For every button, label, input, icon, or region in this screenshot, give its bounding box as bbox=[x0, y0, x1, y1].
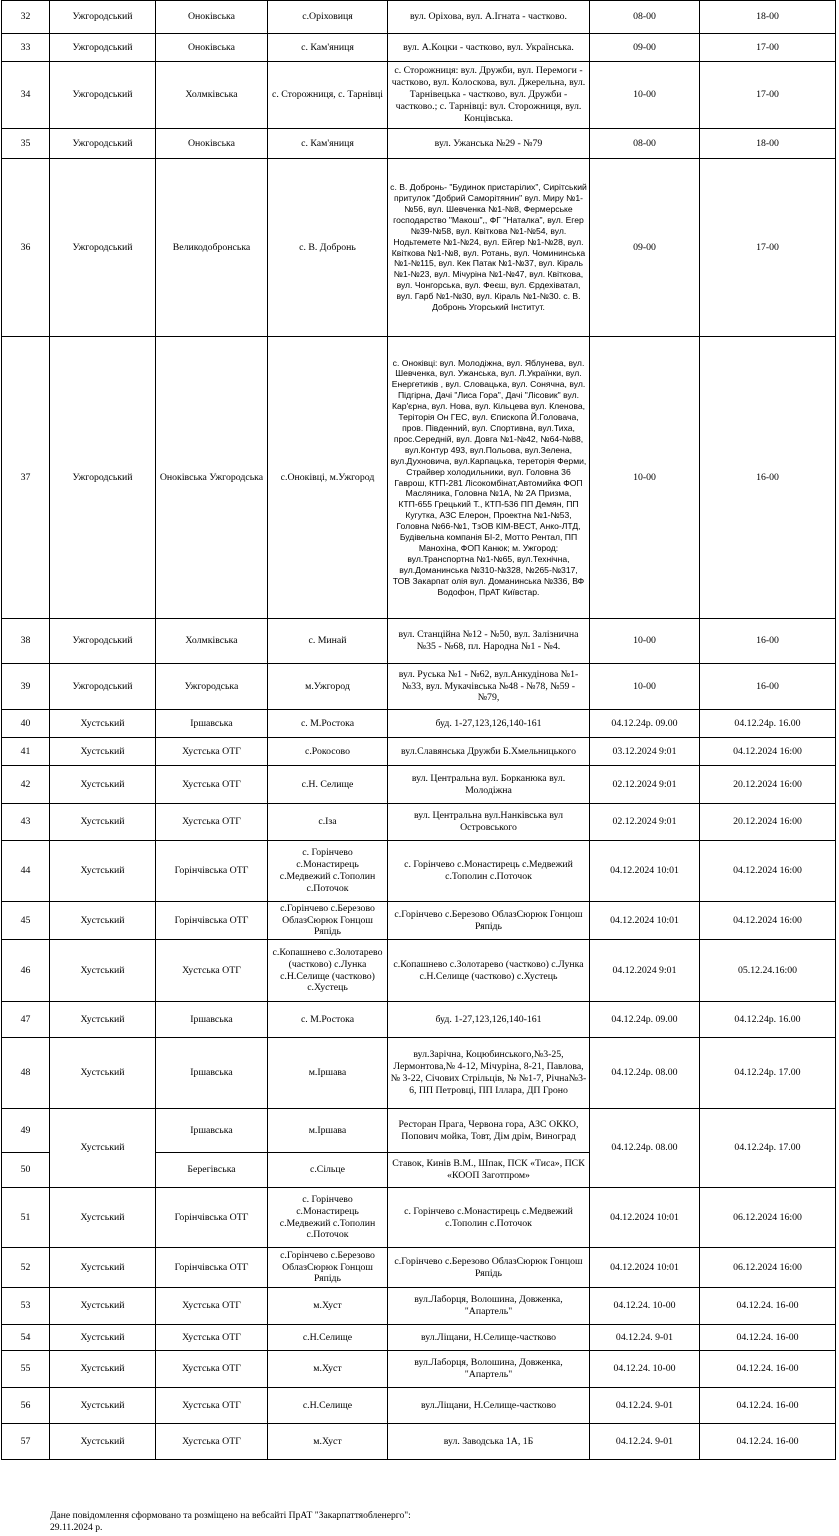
end-time-cell: 04.12.24. 16-00 bbox=[700, 1424, 836, 1460]
publication-note-text: Дане повідомлення сформовано та розміщено на вебсайті ПрАТ "Закарпаттяобленерго": bbox=[50, 1510, 411, 1521]
table-row bbox=[2, 1, 836, 34]
streets-cell: Ресторан Прага, Червона гора, АЗС ОККО, Попович мойка, Товт, Дім дрім, Виноград bbox=[388, 1109, 590, 1153]
settlement-cell: с. М.Ростока bbox=[268, 1002, 388, 1038]
table-row bbox=[2, 1109, 836, 1153]
settlement-cell: м.Хуст bbox=[268, 1351, 388, 1388]
publication-note bbox=[50, 1510, 411, 1534]
settlement-cell: с. Сторожниця, с. Тарнівці bbox=[268, 62, 388, 129]
streets-cell: с.Горінчево с.Березово ОблазСюрюк Гонцош Ряпідь bbox=[388, 1248, 590, 1288]
row-number: 39 bbox=[2, 664, 50, 710]
start-time-cell: 04.12.24. 9-01 bbox=[590, 1325, 700, 1351]
publication-date: 29.11.2024 р. bbox=[50, 1522, 103, 1533]
community-cell: Хустська ОТГ bbox=[156, 766, 268, 804]
settlement-cell: м.Іршава bbox=[268, 1109, 388, 1153]
start-time-cell: 10-00 bbox=[590, 619, 700, 664]
row-number: 49 bbox=[2, 1109, 50, 1153]
district-cell: Хустський bbox=[50, 1351, 156, 1388]
row-number: 54 bbox=[2, 1325, 50, 1351]
community-cell: Оноківська bbox=[156, 34, 268, 62]
start-time-cell: 04.12.2024 9:01 bbox=[590, 940, 700, 1002]
district-cell: Ужгородський bbox=[50, 664, 156, 710]
table-row bbox=[2, 129, 836, 159]
table-row bbox=[2, 1424, 836, 1460]
end-time-cell: 04.12.24р. 16.00 bbox=[700, 710, 836, 738]
end-time-cell: 06.12.2024 16:00 bbox=[700, 1248, 836, 1288]
end-time-cell: 16-00 bbox=[700, 664, 836, 710]
start-time-cell: 04.12.2024 10:01 bbox=[590, 1248, 700, 1288]
table-row bbox=[2, 1038, 836, 1109]
streets-cell: вул. Заводська 1А, 1Б bbox=[388, 1424, 590, 1460]
community-cell: Холмківська bbox=[156, 62, 268, 129]
community-cell: Оноківська Ужгородська bbox=[156, 337, 268, 619]
district-cell: Хустський bbox=[50, 1288, 156, 1325]
end-time-cell: 04.12.24р. 16.00 bbox=[700, 1002, 836, 1038]
settlement-cell: с. Минай bbox=[268, 619, 388, 664]
row-number: 48 bbox=[2, 1038, 50, 1109]
start-time-cell: 04.12.24р. 08.00 bbox=[590, 1038, 700, 1109]
streets-cell: вул. Руська №1 - №62, вул.Анкудінова №1-№33, вул. Мукачівська №48 - №78, №59 - №79, bbox=[388, 664, 590, 710]
end-time-cell: 17-00 bbox=[700, 159, 836, 337]
community-cell: Хустська ОТГ bbox=[156, 1325, 268, 1351]
district-cell: Хустський bbox=[50, 804, 156, 841]
row-number: 38 bbox=[2, 619, 50, 664]
start-time-cell: 02.12.2024 9:01 bbox=[590, 766, 700, 804]
community-cell: Великодобронська bbox=[156, 159, 268, 337]
community-cell: Ужгородська bbox=[156, 664, 268, 710]
community-cell: Іршавська bbox=[156, 1038, 268, 1109]
district-cell: Хустський bbox=[50, 1388, 156, 1424]
end-time-cell: 04.12.24. 16-00 bbox=[700, 1288, 836, 1325]
row-number: 36 bbox=[2, 159, 50, 337]
streets-cell: буд. 1-27,123,126,140-161 bbox=[388, 1002, 590, 1038]
table-row bbox=[2, 1188, 836, 1248]
start-time-cell: 10-00 bbox=[590, 664, 700, 710]
start-time-cell: 04.12.24р. 09.00 bbox=[590, 1002, 700, 1038]
streets-cell: вул. Ужанська №29 - №79 bbox=[388, 129, 590, 159]
streets-cell: с. Оноківці: вул. Молодіжна, вул. Яблунева, вул. Шевченка, вул. Ужанська, вул. Л.Українки, вул. Енергетиків , вул. Словацька, вул. Сонячна, вул. Підгірна, Дачі "Лиса Гора", Дачі "Лісовик" вул. Кар'єрна, вул. Нова, вул. Кільцева вул. Кленова, Теріторія Он ГЕС, вул. Єпископа Й.Головача, пров. Південний, вул. Спортивна, вул.Тиха, прос.Середній, вул. Довга №1-№42, №64-№88, вул.Контур 493, вул.Польова, вул.Зелена, вул.Духновича, вул.Карпацька, тереторія Ферми, Страйвер холодильники, вул. Головна 36 Гаврош, КТП-281 Лісокомбінат,Автомийка ФОП Масляника, Головна №1А, № 2А Призма, КТП-655 Грецький Т., КТП-536 ПП Демян, ПП Кугутка, АЗС Елерон, Проектна №1-№53, Головна №66-№1, ТзОВ КІМ-ВЕСТ, Анко-ЛТД, Будівельна компанія БІ-2, Мотто Рентал, ПП Манохіна, ФОП Канюк; м. Ужгород: вул.Транспортна №1-№65, вул.Технічна, вул.Доманинська №310-№328, №265-№317, ТОВ Закарпат олія вул. Доманинська №336, ВФ Водофон, ПрАТ Київстар. bbox=[388, 337, 590, 619]
row-number: 41 bbox=[2, 738, 50, 766]
row-number: 45 bbox=[2, 902, 50, 940]
table-row bbox=[2, 34, 836, 62]
community-cell: Хустська ОТГ bbox=[156, 1424, 268, 1460]
streets-cell: вул.Ліщани, Н.Селище-частково bbox=[388, 1388, 590, 1424]
row-number: 56 bbox=[2, 1388, 50, 1424]
row-number: 33 bbox=[2, 34, 50, 62]
start-time-cell: 08-00 bbox=[590, 1, 700, 34]
streets-cell: с. Сторожниця: вул. Дружби, вул. Перемоги - частково, вул. Колоскова, вул. Джерельна, вул. Тарнівецька - частково, вул. Дружби - частково.; с. Тарнівці: вул. Сторожниця, вул. Концівська. bbox=[388, 62, 590, 129]
table-row bbox=[2, 940, 836, 1002]
table-row bbox=[2, 738, 836, 766]
settlement-cell: с.Горінчево с.Березово ОблазСюрюк Гонцош Ряпідь bbox=[268, 1248, 388, 1288]
start-time-cell: 04.12.24р. 08.00 bbox=[590, 1109, 700, 1188]
start-time-cell: 03.12.2024 9:01 bbox=[590, 738, 700, 766]
end-time-cell: 18-00 bbox=[700, 129, 836, 159]
row-number: 47 bbox=[2, 1002, 50, 1038]
settlement-cell: с. Кам'яниця bbox=[268, 129, 388, 159]
settlement-cell: с. В. Добронь bbox=[268, 159, 388, 337]
streets-cell: вул. Оріхова, вул. А.Ігната - частково. bbox=[388, 1, 590, 34]
streets-cell: вул.Ліщани, Н.Селище-частково bbox=[388, 1325, 590, 1351]
row-number: 35 bbox=[2, 129, 50, 159]
district-cell: Ужгородський bbox=[50, 619, 156, 664]
streets-cell: вул. А.Коцки - частково, вул. Українська. bbox=[388, 34, 590, 62]
end-time-cell: 06.12.2024 16:00 bbox=[700, 1188, 836, 1248]
streets-cell: вул.Зарічна, Коцюбинського,№3-25, Лермонтова,№ 4-12, Мічуріна, 8-21, Павлова,№ 3-22, Січових Стрільців, № №1-7, Річна№3-6, ПП Петровці, ПП Іллара, ДП Гроно bbox=[388, 1038, 590, 1109]
row-number: 55 bbox=[2, 1351, 50, 1388]
table-row bbox=[2, 159, 836, 337]
district-cell: Ужгородський bbox=[50, 337, 156, 619]
end-time-cell: 04.12.24р. 17.00 bbox=[700, 1038, 836, 1109]
end-time-cell: 04.12.2024 16:00 bbox=[700, 841, 836, 902]
settlement-cell: с.Копашнево с.Золотарево (частково) с.Лунка с.Н.Селище (частково) с.Хустець bbox=[268, 940, 388, 1002]
streets-cell: с.Горінчево с.Березово ОблазСюрюк Гонцош Ряпідь bbox=[388, 902, 590, 940]
table-row bbox=[2, 1288, 836, 1325]
row-number: 34 bbox=[2, 62, 50, 129]
settlement-cell: с.Сільце bbox=[268, 1153, 388, 1188]
end-time-cell: 16-00 bbox=[700, 337, 836, 619]
end-time-cell: 05.12.24.16:00 bbox=[700, 940, 836, 1002]
row-number: 46 bbox=[2, 940, 50, 1002]
end-time-cell: 04.12.24. 16-00 bbox=[700, 1325, 836, 1351]
table-row bbox=[2, 337, 836, 619]
streets-cell: вул. Центральна вул. Борканюка вул. Молодіжна bbox=[388, 766, 590, 804]
table-row bbox=[2, 841, 836, 902]
table-row bbox=[2, 62, 836, 129]
streets-cell: с. В. Добронь- "Будинок пристарілих", Сирітський притулок "Добрий Саморітянин" вул. Миру №1-№56, вул. Шевченка №1-№8, Фермерське господарство "Макош",, ФГ "Наталка", вул. Егер №39-№58, вул. Квіткова №1-№54, вул. Нодьтемете №1-№24, вул. Ейгер №1-№28, вул. Квіткова №1-№8, вул. Ротань, вул. Чомининська №1-№115, вул. Кек Патак №1-№37, вул. Кіраль №1-№23, вул. Мічуріна №1-№47, вул. Квіткова, вул. Чонгорська, вул. Феєш, вул. Єрдехіватал, вул. Гарб №1-№30, вул. Кіраль №1-№30. с. В. Добронь Угорський Інститут. bbox=[388, 159, 590, 337]
district-cell: Хустський bbox=[50, 1325, 156, 1351]
settlement-cell: с.Оноківці, м.Ужгород bbox=[268, 337, 388, 619]
row-number: 53 bbox=[2, 1288, 50, 1325]
start-time-cell: 04.12.2024 10:01 bbox=[590, 841, 700, 902]
settlement-cell: м.Хуст bbox=[268, 1424, 388, 1460]
settlement-cell: с. Кам'яниця bbox=[268, 34, 388, 62]
community-cell: Горінчівська ОТГ bbox=[156, 841, 268, 902]
district-cell: Ужгородський bbox=[50, 129, 156, 159]
row-number: 52 bbox=[2, 1248, 50, 1288]
start-time-cell: 02.12.2024 9:01 bbox=[590, 804, 700, 841]
community-cell: Хустська ОТГ bbox=[156, 804, 268, 841]
district-cell: Хустський bbox=[50, 1002, 156, 1038]
district-cell: Хустський bbox=[50, 841, 156, 902]
settlement-cell: с.Н.Селище bbox=[268, 1325, 388, 1351]
start-time-cell: 04.12.24. 9-01 bbox=[590, 1388, 700, 1424]
district-cell: Хустський bbox=[50, 902, 156, 940]
end-time-cell: 20.12.2024 16:00 bbox=[700, 804, 836, 841]
table-row bbox=[2, 766, 836, 804]
end-time-cell: 16-00 bbox=[700, 619, 836, 664]
district-cell: Хустський bbox=[50, 1109, 156, 1188]
start-time-cell: 04.12.24. 10-00 bbox=[590, 1351, 700, 1388]
table-row bbox=[2, 1388, 836, 1424]
community-cell: Хустська ОТГ bbox=[156, 1388, 268, 1424]
streets-cell: вул. Станційна №12 - №50, вул. Залізнична №35 - №68, пл. Народна №1 - №4. bbox=[388, 619, 590, 664]
streets-cell: вул.Лаборця, Волошина, Довженка, "Апартель" bbox=[388, 1288, 590, 1325]
table-row bbox=[2, 1325, 836, 1351]
start-time-cell: 04.12.24. 10-00 bbox=[590, 1288, 700, 1325]
end-time-cell: 20.12.2024 16:00 bbox=[700, 766, 836, 804]
streets-cell: с. Горінчево с.Монастирець с.Медвежий с.Тополин с.Поточок bbox=[388, 1188, 590, 1248]
community-cell: Берегівська bbox=[156, 1153, 268, 1188]
community-cell: Хустська ОТГ bbox=[156, 1288, 268, 1325]
district-cell: Хустський bbox=[50, 1038, 156, 1109]
start-time-cell: 04.12.2024 10:01 bbox=[590, 1188, 700, 1248]
table-row bbox=[2, 664, 836, 710]
community-cell: Іршавська bbox=[156, 710, 268, 738]
district-cell: Хустський bbox=[50, 940, 156, 1002]
settlement-cell: м.Ужгород bbox=[268, 664, 388, 710]
start-time-cell: 04.12.24р. 09.00 bbox=[590, 710, 700, 738]
district-cell: Хустський bbox=[50, 1248, 156, 1288]
district-cell: Хустський bbox=[50, 710, 156, 738]
row-number: 40 bbox=[2, 710, 50, 738]
streets-cell: вул. Центральна вул.Нанківська вул Островського bbox=[388, 804, 590, 841]
streets-cell: с. Горінчево с.Монастирець с.Медвежий с.Тополин с.Поточок bbox=[388, 841, 590, 902]
end-time-cell: 17-00 bbox=[700, 62, 836, 129]
settlement-cell: с.Рокосово bbox=[268, 738, 388, 766]
community-cell: Холмківська bbox=[156, 619, 268, 664]
district-cell: Ужгородський bbox=[50, 159, 156, 337]
streets-cell: буд. 1-27,123,126,140-161 bbox=[388, 710, 590, 738]
end-time-cell: 04.12.24. 16-00 bbox=[700, 1388, 836, 1424]
district-cell: Хустський bbox=[50, 766, 156, 804]
table-row bbox=[2, 804, 836, 841]
community-cell: Горінчівська ОТГ bbox=[156, 1188, 268, 1248]
end-time-cell: 04.12.2024 16:00 bbox=[700, 738, 836, 766]
community-cell: Горінчівська ОТГ bbox=[156, 1248, 268, 1288]
start-time-cell: 10-00 bbox=[590, 337, 700, 619]
end-time-cell: 18-00 bbox=[700, 1, 836, 34]
row-number: 42 bbox=[2, 766, 50, 804]
community-cell: Оноківська bbox=[156, 129, 268, 159]
settlement-cell: с.Н.Селище bbox=[268, 1388, 388, 1424]
community-cell: Горінчівська ОТГ bbox=[156, 902, 268, 940]
district-cell: Ужгородський bbox=[50, 1, 156, 34]
table-row bbox=[2, 1351, 836, 1388]
settlement-cell: с. Горінчево с.Монастирець с.Медвежий с.Тополин с.Поточок bbox=[268, 841, 388, 902]
settlement-cell: с.Горінчево с.Березово ОблазСюрюк Гонцош Ряпідь bbox=[268, 902, 388, 940]
community-cell: Хустська ОТГ bbox=[156, 1351, 268, 1388]
community-cell: Хустська ОТГ bbox=[156, 738, 268, 766]
streets-cell: с.Копашнево с.Золотарево (частково) с.Лунка с.Н.Селище (частково) с.Хустець bbox=[388, 940, 590, 1002]
start-time-cell: 10-00 bbox=[590, 62, 700, 129]
table-row bbox=[2, 619, 836, 664]
table-row bbox=[2, 710, 836, 738]
community-cell: Іршавська bbox=[156, 1002, 268, 1038]
district-cell: Хустський bbox=[50, 1188, 156, 1248]
start-time-cell: 08-00 bbox=[590, 129, 700, 159]
settlement-cell: с. Горінчево с.Монастирець с.Медвежий с.Тополин с.Поточок bbox=[268, 1188, 388, 1248]
table-row bbox=[2, 1002, 836, 1038]
community-cell: Хустська ОТГ bbox=[156, 940, 268, 1002]
start-time-cell: 09-00 bbox=[590, 159, 700, 337]
row-number: 44 bbox=[2, 841, 50, 902]
row-number: 43 bbox=[2, 804, 50, 841]
row-number: 37 bbox=[2, 337, 50, 619]
row-number: 32 bbox=[2, 1, 50, 34]
start-time-cell: 04.12.24. 9-01 bbox=[590, 1424, 700, 1460]
start-time-cell: 04.12.2024 10:01 bbox=[590, 902, 700, 940]
district-cell: Хустський bbox=[50, 1424, 156, 1460]
settlement-cell: с.Оріховиця bbox=[268, 1, 388, 34]
settlement-cell: м.Хуст bbox=[268, 1288, 388, 1325]
table-row bbox=[2, 902, 836, 940]
row-number: 50 bbox=[2, 1153, 50, 1188]
district-cell: Ужгородський bbox=[50, 34, 156, 62]
district-cell: Ужгородський bbox=[50, 62, 156, 129]
settlement-cell: м.Іршава bbox=[268, 1038, 388, 1109]
row-number: 57 bbox=[2, 1424, 50, 1460]
end-time-cell: 04.12.2024 16:00 bbox=[700, 902, 836, 940]
outage-schedule-table bbox=[1, 0, 836, 1460]
district-cell: Хустський bbox=[50, 738, 156, 766]
settlement-cell: с. М.Ростока bbox=[268, 710, 388, 738]
streets-cell: вул.Лаборця, Волошина, Довженка, "Апартель" bbox=[388, 1351, 590, 1388]
table-row bbox=[2, 1248, 836, 1288]
end-time-cell: 17-00 bbox=[700, 34, 836, 62]
settlement-cell: с.Н. Селище bbox=[268, 766, 388, 804]
start-time-cell: 09-00 bbox=[590, 34, 700, 62]
community-cell: Іршавська bbox=[156, 1109, 268, 1153]
end-time-cell: 04.12.24р. 17.00 bbox=[700, 1109, 836, 1188]
streets-cell: Ставок, Кинів В.М., Шпак, ПСК «Тиса», ПСК «КООП Заготпром» bbox=[388, 1153, 590, 1188]
end-time-cell: 04.12.24. 16-00 bbox=[700, 1351, 836, 1388]
row-number: 51 bbox=[2, 1188, 50, 1248]
streets-cell: вул.Славянська Дружби Б.Хмельницького bbox=[388, 738, 590, 766]
community-cell: Оноківська bbox=[156, 1, 268, 34]
settlement-cell: с.Іза bbox=[268, 804, 388, 841]
